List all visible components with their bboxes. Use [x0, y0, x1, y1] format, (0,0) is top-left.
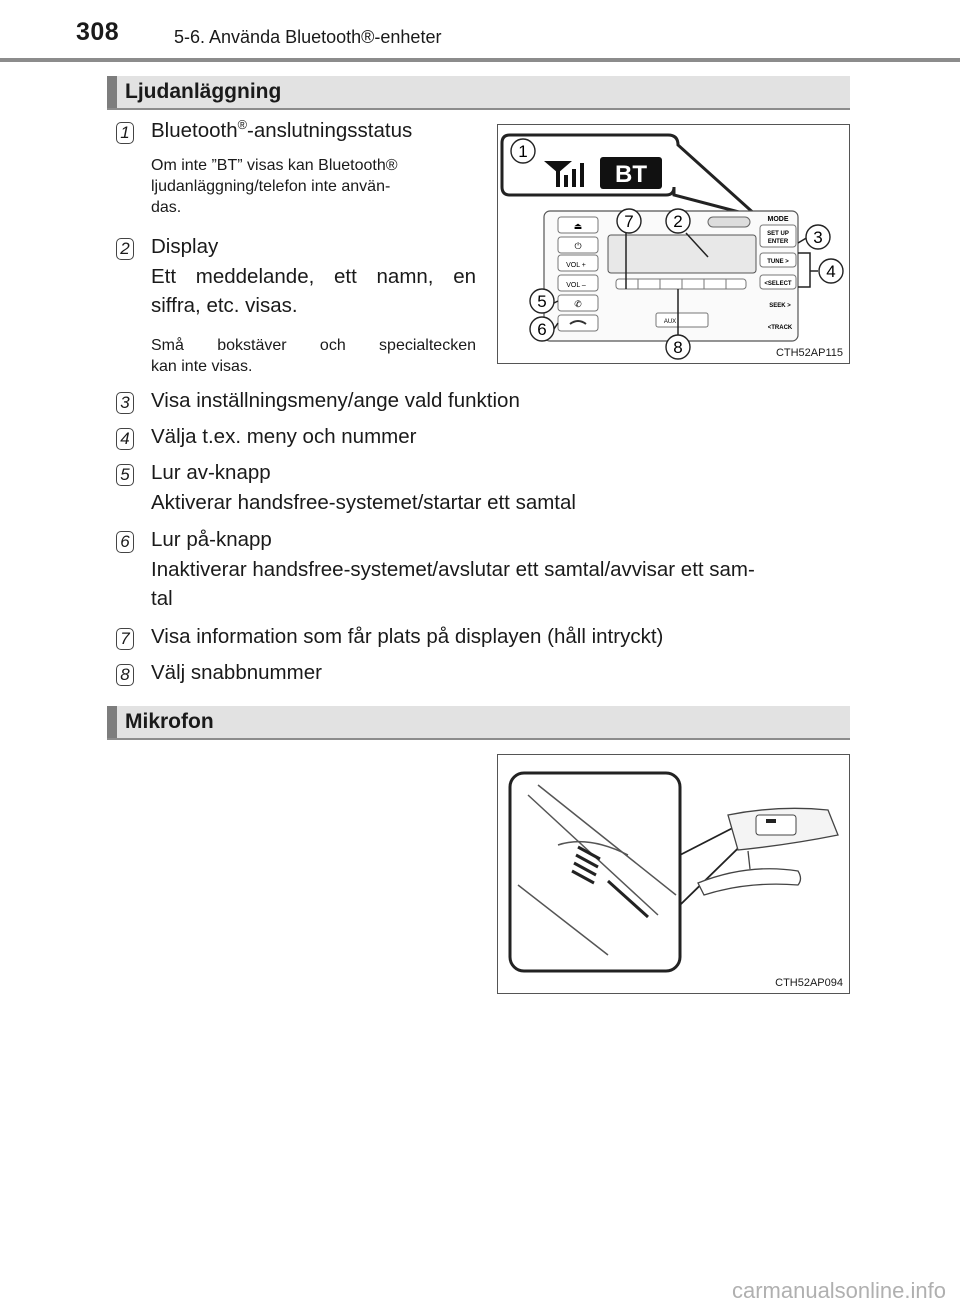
- display-screen: [608, 235, 756, 273]
- item-number: 1: [116, 122, 134, 144]
- item-number: 4: [116, 428, 134, 450]
- svg-text:1: 1: [518, 142, 528, 161]
- item-text: Lur av-knapp Aktiverar handsfree-systemet/startar ett samtal: [151, 461, 576, 514]
- svg-text:⏻: ⏻: [574, 241, 582, 251]
- svg-text:✆: ✆: [574, 300, 582, 310]
- item-note: Små bokstäver och specialtecken kan inte visas.: [151, 337, 476, 375]
- microphone-illustration: [498, 755, 849, 993]
- bt-label: BT: [615, 161, 647, 188]
- item-text: Lur på-knapp Inaktiverar handsfree-systemet/avslutar ett samtal/avvisar ett sam- tal: [151, 528, 755, 611]
- item-number: 7: [116, 628, 134, 650]
- svg-text:VOL +: VOL +: [566, 262, 586, 269]
- item-title: Bluetooth®-anslutningsstatus: [151, 117, 413, 142]
- figure-microphone: [497, 754, 850, 994]
- svg-text:7: 7: [624, 212, 634, 231]
- item-text: Display Ett meddelande, ett namn, en siffra, etc. visas.: [151, 235, 476, 318]
- svg-text:<TRACK: <TRACK: [767, 325, 793, 331]
- svg-text:SEEK >: SEEK >: [769, 303, 791, 309]
- svg-text:2: 2: [673, 212, 683, 231]
- svg-text:⏏: ⏏: [573, 221, 583, 231]
- item-title: Välja t.ex. meny och nummer: [151, 425, 417, 448]
- svg-text:TUNE >: TUNE >: [767, 259, 789, 265]
- item-title: Visa inställningsmeny/ange vald funktion: [151, 389, 520, 412]
- page-number: 308: [76, 18, 120, 46]
- item-note: Om inte ”BT” visas kan Bluetooth® ljudanläggning/telefon inte använ- das.: [151, 157, 398, 216]
- cd-slot: [708, 217, 750, 227]
- svg-text:6: 6: [537, 320, 547, 339]
- chapter-title: 5-6. Använda Bluetooth®-enheter: [174, 27, 442, 47]
- item-title: Visa information som får plats på displayen (håll intryckt): [151, 625, 664, 648]
- svg-text:8: 8: [673, 338, 683, 357]
- svg-text:5: 5: [537, 292, 547, 311]
- section-heading-ljudanlaggning: Ljudanläggning: [107, 76, 850, 110]
- item-title: Välj snabbnummer: [151, 661, 322, 684]
- svg-text:MODE: MODE: [767, 216, 789, 223]
- item-number: 8: [116, 664, 134, 686]
- svg-text:VOL –: VOL –: [566, 282, 586, 289]
- item-number: 3: [116, 392, 134, 414]
- svg-text:<SELECT: <SELECT: [764, 281, 792, 287]
- section-heading-mikrofon: Mikrofon: [107, 706, 850, 740]
- item-number: 6: [116, 531, 134, 553]
- svg-text:3: 3: [813, 228, 823, 247]
- item-number: 5: [116, 464, 134, 486]
- svg-text:ENTER: ENTER: [767, 239, 789, 245]
- svg-text:AUX: AUX: [663, 319, 677, 325]
- header-rule: [0, 58, 960, 62]
- item-number: 2: [116, 238, 134, 260]
- on-hook-button: [558, 315, 598, 331]
- svg-text:4: 4: [826, 262, 836, 281]
- audio-unit-illustration: [498, 125, 849, 363]
- watermark: carmanualsonline.info: [731, 1278, 946, 1303]
- figure-code: CTH52AP115: [775, 347, 843, 359]
- svg-text:SET UP: SET UP: [767, 231, 789, 237]
- figure-audio-unit: [497, 124, 850, 364]
- figure-code: CTH52AP094: [775, 977, 843, 989]
